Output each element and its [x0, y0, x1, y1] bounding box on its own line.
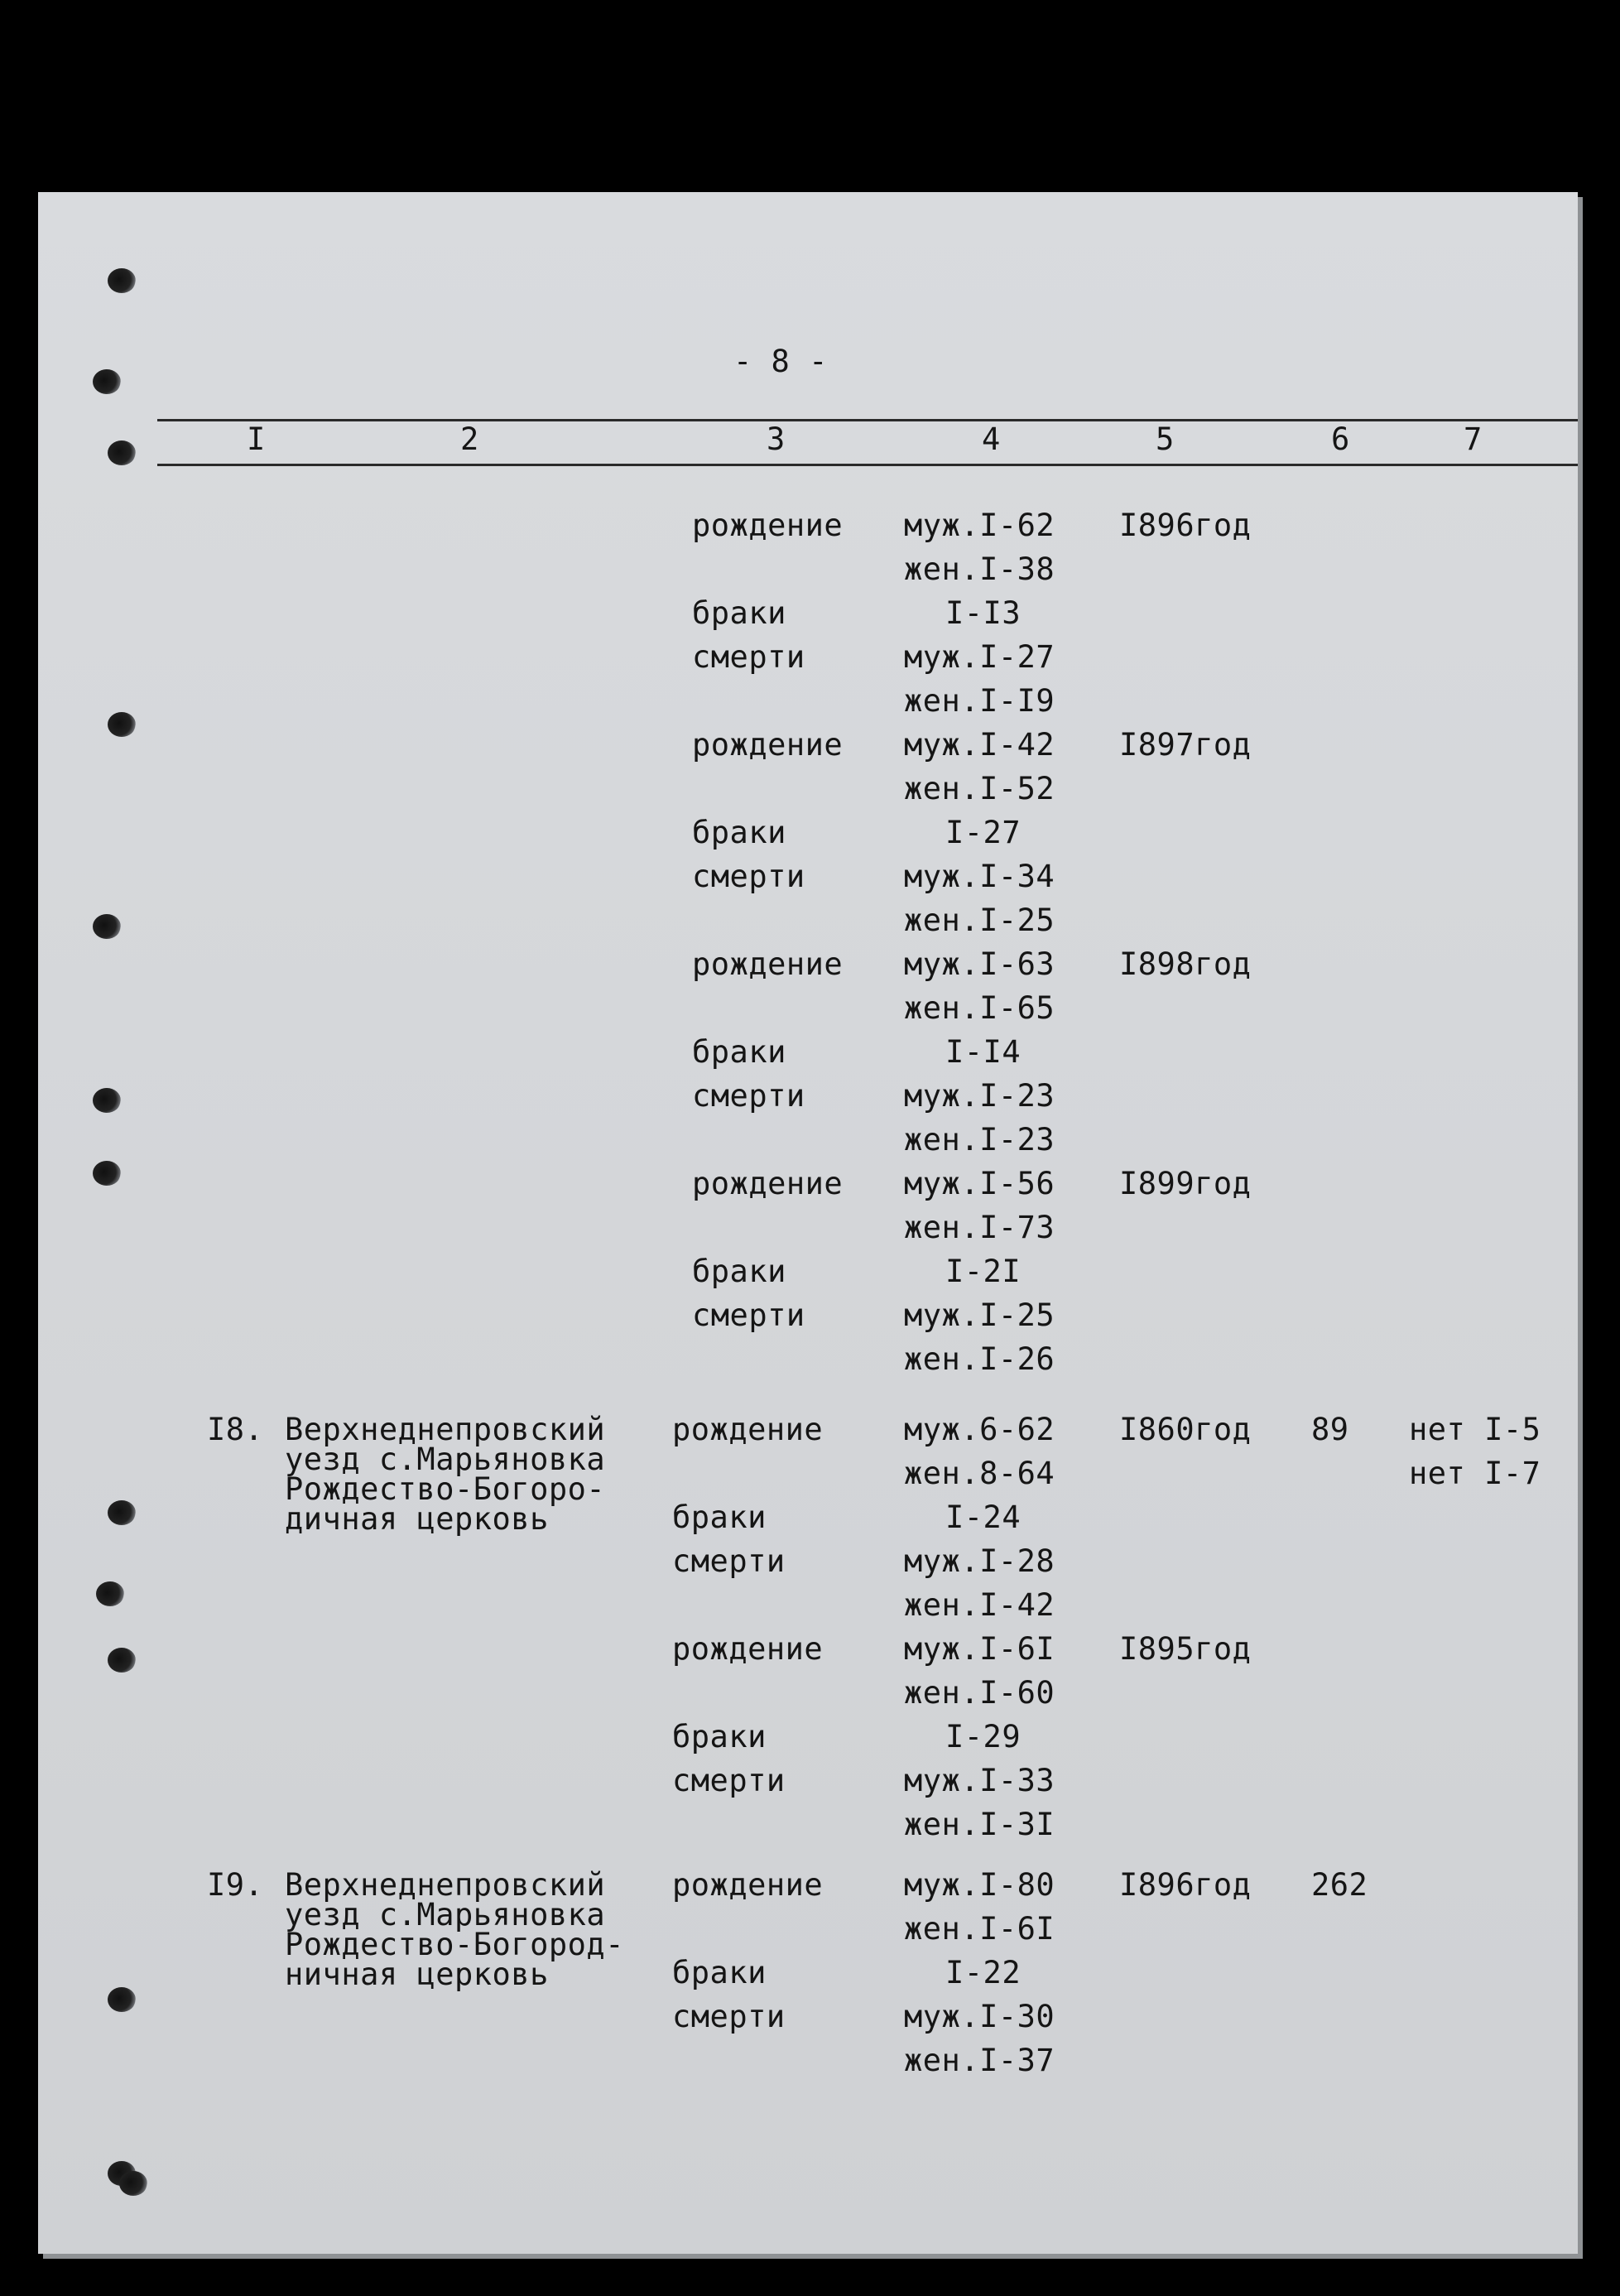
column-header-2: 2: [460, 421, 479, 457]
event-type: смерти: [692, 1297, 805, 1333]
punch-hole: [108, 1500, 136, 1525]
record-count: жен.I-26: [904, 1341, 1055, 1377]
record-year: I896год: [1119, 1867, 1252, 1903]
record-count: муж.I-28: [904, 1543, 1055, 1579]
record-count: I-I4: [945, 1034, 1022, 1070]
record-count: муж.I-33: [904, 1763, 1055, 1798]
page-number: - 8 -: [733, 344, 828, 379]
punch-hole: [108, 1648, 136, 1673]
event-type: смерти: [692, 639, 805, 675]
record-count: жен.I-6I: [904, 1911, 1055, 1947]
record-count: жен.I-73: [904, 1210, 1055, 1245]
entry-place: Рождество-Богоро-: [285, 1471, 606, 1507]
entry-place: Верхнеднепровский: [285, 1412, 606, 1447]
punch-hole: [119, 2171, 147, 2196]
punch-hole: [108, 1987, 136, 2012]
record-year: I896год: [1119, 508, 1252, 543]
event-type: браки: [692, 1034, 786, 1070]
punch-hole: [108, 712, 136, 737]
column-header-7: 7: [1464, 421, 1483, 457]
record-count: муж.I-34: [904, 859, 1055, 894]
record-count: жен.I-23: [904, 1122, 1055, 1158]
record-count: жен.8-64: [904, 1456, 1055, 1491]
entry-count: 262: [1311, 1867, 1368, 1903]
event-type: браки: [692, 1254, 786, 1289]
record-count: жен.I-I9: [904, 683, 1055, 719]
record-count: жен.I-3I: [904, 1807, 1055, 1842]
event-type: смерти: [672, 1763, 786, 1798]
entry-place: Рождество-Богород-: [285, 1927, 624, 1962]
record-count: жен.I-60: [904, 1675, 1055, 1711]
entry-place: уезд с.Марьяновка: [285, 1442, 606, 1477]
event-type: рождение: [692, 727, 844, 763]
record-count: жен.I-42: [904, 1587, 1055, 1623]
record-count: муж.I-63: [904, 946, 1055, 982]
record-count: муж.I-27: [904, 639, 1055, 675]
entry-count: 89: [1311, 1412, 1349, 1447]
column-header-5: 5: [1156, 421, 1175, 457]
record-count: муж.I-6I: [904, 1631, 1055, 1667]
record-count: муж.I-30: [904, 1999, 1055, 2034]
record-count: муж.6-62: [904, 1412, 1055, 1447]
event-type: смерти: [672, 1999, 786, 2034]
record-count: жен.I-25: [904, 903, 1055, 938]
record-year: I860год: [1119, 1412, 1252, 1447]
event-type: браки: [672, 1499, 767, 1535]
event-type: смерти: [692, 859, 805, 894]
record-count: I-29: [945, 1719, 1022, 1754]
record-count: жен.I-65: [904, 990, 1055, 1026]
event-type: рождение: [692, 508, 844, 543]
entry-place: ничная церковь: [285, 1957, 549, 1992]
record-year: I897год: [1119, 727, 1252, 763]
event-type: браки: [692, 815, 786, 850]
document-page: [38, 192, 1578, 2254]
record-count: жен.I-38: [904, 551, 1055, 587]
punch-hole: [93, 1088, 121, 1113]
entry-place: уезд с.Марьяновка: [285, 1897, 606, 1933]
event-type: рождение: [672, 1412, 824, 1447]
column-header-4: 4: [982, 421, 1001, 457]
record-year: I895год: [1119, 1631, 1252, 1667]
punch-hole: [93, 369, 121, 394]
record-count: I-24: [945, 1499, 1022, 1535]
event-type: браки: [672, 1955, 767, 1990]
event-type: браки: [672, 1719, 767, 1754]
event-type: рождение: [672, 1631, 824, 1667]
column-header-6: 6: [1331, 421, 1350, 457]
record-count: I-2I: [945, 1254, 1022, 1289]
entry-place: Верхнеднепровский: [285, 1867, 606, 1903]
column-header-1: I: [247, 421, 266, 457]
record-count: жен.I-37: [904, 2043, 1055, 2078]
event-type: рождение: [692, 946, 844, 982]
header-rule-bottom: [157, 464, 1578, 466]
entry-number: I8.: [207, 1412, 264, 1447]
record-count: муж.I-56: [904, 1166, 1055, 1201]
event-type: браки: [692, 595, 786, 631]
record-year: I899год: [1119, 1166, 1252, 1201]
entry-number: I9.: [207, 1867, 264, 1903]
record-count: муж.I-62: [904, 508, 1055, 543]
punch-hole: [108, 268, 136, 293]
record-year: I898год: [1119, 946, 1252, 982]
record-count: муж.I-42: [904, 727, 1055, 763]
punch-hole: [93, 1161, 121, 1186]
record-count: муж.I-23: [904, 1078, 1055, 1114]
missing-note: нет I-7: [1409, 1456, 1541, 1491]
event-type: рождение: [692, 1166, 844, 1201]
punch-hole: [93, 914, 121, 939]
column-header-3: 3: [767, 421, 786, 457]
header-rule-top: [157, 419, 1578, 421]
entry-place: дичная церковь: [285, 1501, 549, 1537]
record-count: муж.I-25: [904, 1297, 1055, 1333]
punch-hole: [108, 440, 136, 465]
event-type: смерти: [692, 1078, 805, 1114]
record-count: I-22: [945, 1955, 1022, 1990]
record-count: муж.I-80: [904, 1867, 1055, 1903]
event-type: смерти: [672, 1543, 786, 1579]
punch-hole: [96, 1581, 124, 1606]
record-count: I-27: [945, 815, 1022, 850]
missing-note: нет I-5: [1409, 1412, 1541, 1447]
record-count: жен.I-52: [904, 771, 1055, 806]
event-type: рождение: [672, 1867, 824, 1903]
record-count: I-I3: [945, 595, 1022, 631]
